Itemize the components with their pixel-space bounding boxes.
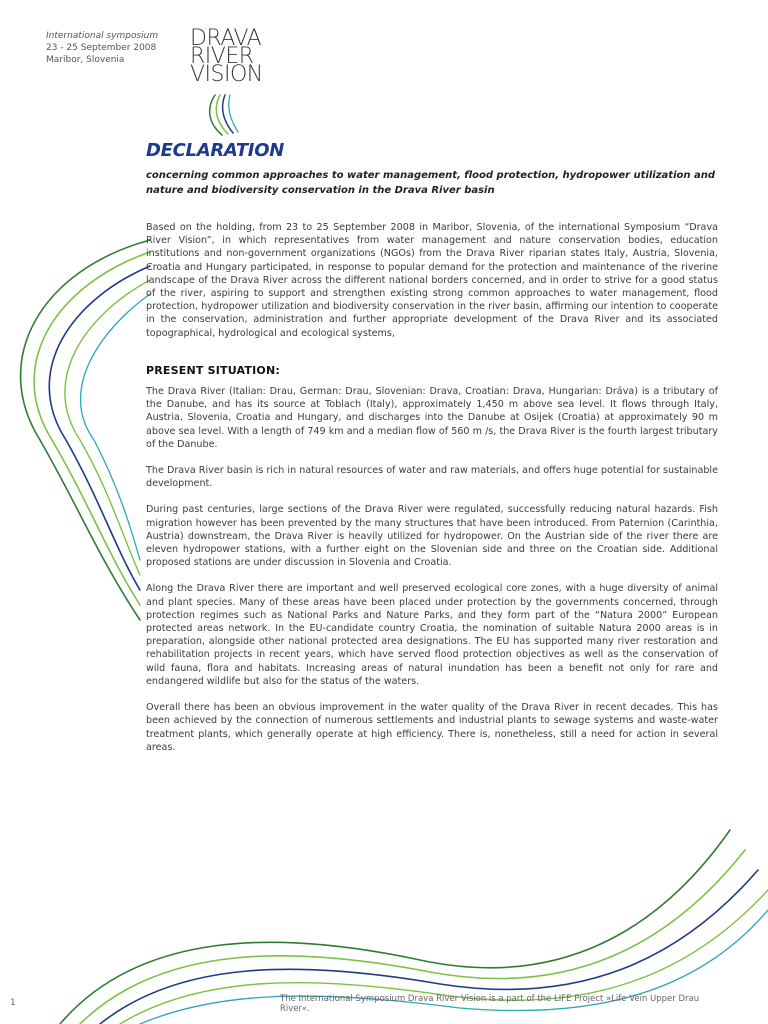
page-footer: The International Symposium Drava River Vision is a part of the LIFE Project »Life Vein Upper Drau River«. (280, 994, 700, 1014)
left-swoosh-line (21, 240, 150, 620)
document-title: DECLARATION (146, 140, 284, 161)
logo-line: DRAVA (190, 26, 262, 51)
body-paragraph: Along the Drava River there are important and well preserved ecological core zones, with a huge diversity of animal and plant species. Many of these areas have been placed under protection by the governments concerned, through protection regimes such as National Parks and Nature Parks, and they form part of the “Natura 2000” European protected areas network. In the EU-candidate country Croatia, the nomination of suitable Natura 2000 areas is in preparation, alongside other national protected area designations. The EU has supported many river restoration and rehabilitation projects in recent years, which have served flood protection objectives as well as the conservation of wild fauna, flora and habitats. Increasing areas of natural inundation has been a benefit not only for rare and endangered wildlife but also for the status of the waters. (146, 583, 718, 687)
document-body (146, 221, 718, 767)
body-paragraph: The Drava River basin is rich in natural resources of water and raw materials, and offers huge potential for sustainable development. (146, 465, 718, 490)
symposium-place: Maribor, Slovenia (46, 55, 125, 65)
left-swoosh-line (81, 294, 150, 560)
drava-river-vision-logo (190, 26, 270, 87)
symposium-info (46, 30, 158, 66)
left-swoosh-line (34, 252, 150, 605)
left-swoosh-line (65, 280, 150, 575)
document-subtitle: concerning common approaches to water management, flood protection, hydropower utilization and nature and biodiversity conservation in the Drava River basin (146, 170, 715, 196)
symposium-dates: 23 - 25 September 2008 (46, 43, 157, 53)
body-paragraph: The Drava River (Italian: Drau, German: Drau, Slovenian: Drava, Croatian: Drava, Hungarian: Dráva) is a tributary of the Danube, and has its source at Toblach (Italy), approximately 1,450 m above sea level. It flows through Italy, Austria, Slovenia, Croatia and Hungary, and discharges into the Danube at Osijek (Croatia) at approximately 90 m above sea level. With a length of 749 km and a median flow of 560 m /s, the Drava River is the fourth largest tributary of the Danube. (146, 386, 718, 450)
page-number: 1 (10, 998, 16, 1008)
logo-swoosh-line (229, 95, 238, 132)
intro-paragraph: Based on the holding, from 23 to 25 September 2008 in Maribor, Slovenia, of the international Symposium “Drava River Vision”, in which representatives from water management and nature conservation bodies, education institutions and non-government organizations (NGOs) from the Drava River riparian states Italy, Austria, Slovenia, Croatia and Hungary participated, in response to popular demand for the protection and maintenance of the riverine landscape of the Drava River across the different national borders concerned, and in order to strive for a good status of the river, aspiring to support and strengthen existing strong common approaches to water management, flood protection, hydropower utilization and biodiversity conservation in the river basin, affirming our intention to cooperate in the conservation, administration and further appropriate development of the Drava River and its associated topographical, hydrological and ecological systems, (146, 222, 718, 339)
logo-line: RIVER (190, 44, 254, 69)
symposium-name: International symposium (46, 31, 159, 41)
body-paragraph: During past centuries, large sections of the Drava River were regulated, successfully reducing natural hazards. Fish migration however has been prevented by the many structures that have been introduced. From Paternion (Carinthia, Austria) downstream, the Drava River is heavily utilized for hydropower. On the Austrian side of the river there are eleven hydropower stations, with a further eight on the Slovenian side and three on the Croatian side. Additional proposed stations are under discussion in Slovenia and Croatia. (146, 504, 718, 569)
logo-line: VISION (190, 62, 263, 87)
logo-swoosh-line (210, 95, 222, 135)
section-heading: PRESENT SITUATION: (146, 363, 280, 377)
body-paragraph: Overall there has been an obvious improvement in the water quality of the Drava River in recent decades. This has been achieved by the connection of numerous settlements and industrial plants to sewage systems and waste-water treatment plants, which generally operate at high efficiency. There is, nonetheless, still a need for action in several areas. (146, 702, 718, 753)
logo-swoosh-line (216, 95, 228, 134)
logo-swoosh-line (223, 95, 233, 133)
